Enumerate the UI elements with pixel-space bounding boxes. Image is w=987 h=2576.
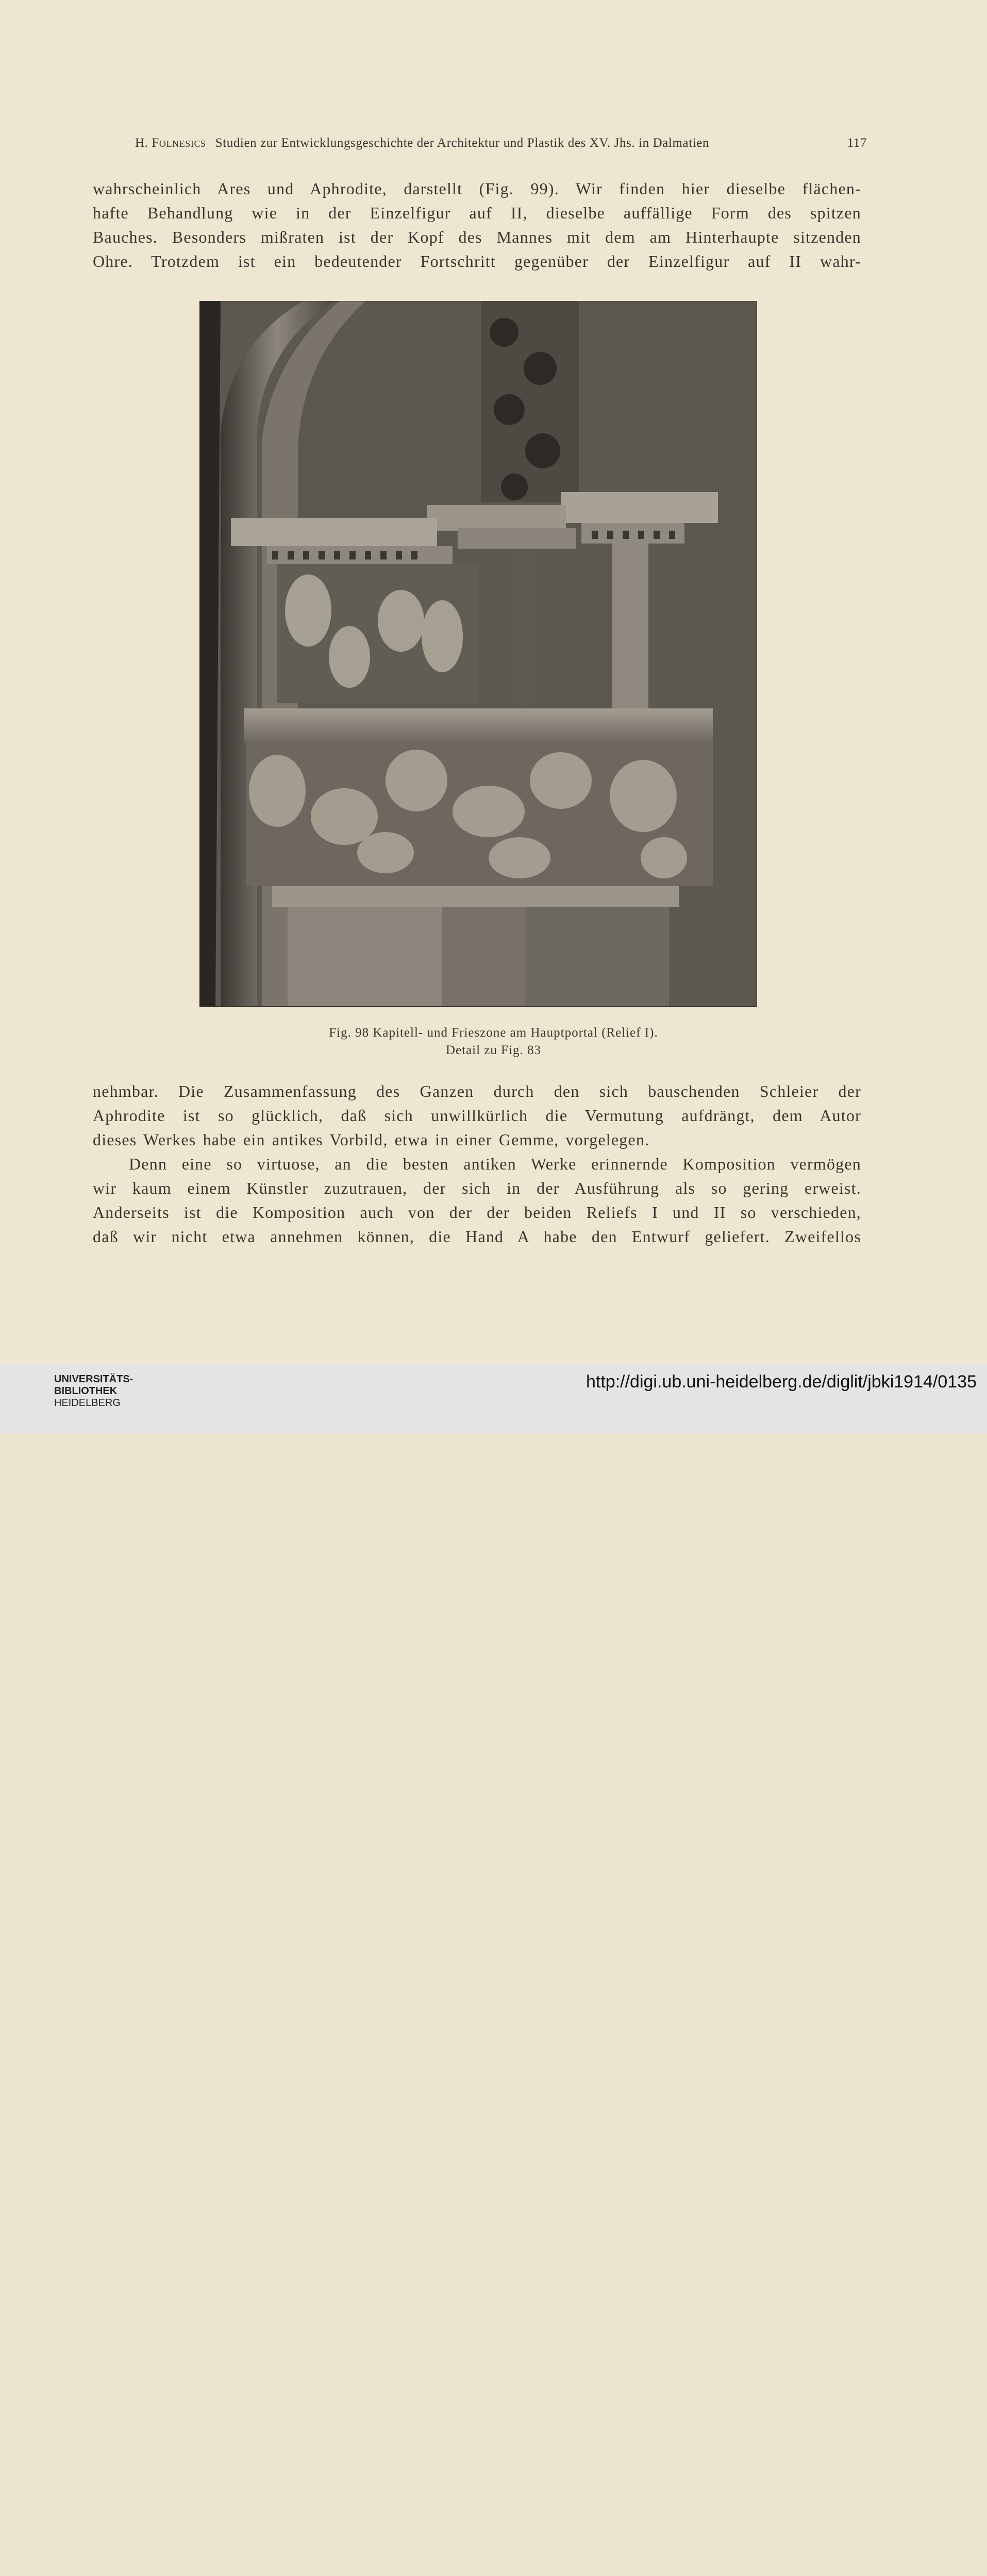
text-line: nehmbar. Die Zusammenfassung des Ganzen durch den sich bauschenden Schleier der bbox=[93, 1082, 861, 1100]
text-line: Bauches. Besonders mißraten ist der Kopf des Mannes mit dem am Hinterhaupte sitzenden bbox=[93, 228, 861, 246]
paragraph-top bbox=[93, 177, 861, 274]
text-line: Denn eine so virtuose, an die besten antiken Werke erinnernde Komposition vermögen bbox=[129, 1155, 861, 1173]
logo-line-2: BIBLIOTHEK bbox=[54, 1385, 118, 1397]
text-line: Anderseits ist die Komposition auch von der der beiden Reliefs I und II so verschieden, bbox=[93, 1203, 861, 1222]
running-head-author: H. Folnesics bbox=[135, 136, 206, 150]
text-line: Aphrodite ist so glücklich, daß sich unwillkürlich die Vermutung aufdrängt, dem Autor bbox=[93, 1106, 861, 1125]
capital-relief-photo bbox=[200, 301, 757, 1006]
permalink-url[interactable]: http://digi.ub.uni-heidelberg.de/diglit/jbki1914/0135 bbox=[586, 1372, 977, 1392]
running-head bbox=[135, 136, 867, 150]
text-line: hafte Behandlung wie in der Einzelfigur auf II, dieselbe auffällige Form des spitzen bbox=[93, 204, 861, 222]
figure-caption-detail: Detail zu Fig. 83 bbox=[445, 1043, 542, 1057]
text-line: wahrscheinlich Ares und Aphrodite, darstellt (Fig. 99). Wir finden hier dieselbe flächen- bbox=[93, 179, 861, 198]
library-logo-text bbox=[54, 1374, 133, 1409]
figure-photograph bbox=[199, 301, 757, 1007]
text-line: daß wir nicht etwa annehmen können, die Hand A habe den Entwurf geliefert. Zweifellos bbox=[93, 1227, 861, 1246]
text-line: Ohre. Trotzdem ist ein bedeutender Fortschritt gegenüber der Einzelfigur auf II wahr- bbox=[93, 252, 861, 270]
logo-line-3: HEIDELBERG bbox=[54, 1397, 121, 1409]
logo-line-1: UNIVERSITÄTS- bbox=[54, 1374, 133, 1385]
page-number: 117 bbox=[847, 136, 867, 150]
text-line: dieses Werkes habe ein antikes Vorbild, etwa in einer Gemme, vorgelegen. bbox=[93, 1130, 650, 1149]
text-line: wir kaum einem Künstler zuzutrauen, der sich in der Ausführung als so gering erweist. bbox=[93, 1179, 861, 1197]
paragraph-bottom-1 bbox=[93, 1079, 861, 1152]
figure-caption: Fig. 98 Kapitell- und Frieszone am Hauptportal (Relief I). bbox=[329, 1026, 658, 1040]
library-footer bbox=[0, 1364, 987, 1433]
paragraph-bottom-2 bbox=[93, 1152, 861, 1249]
running-head-title: Studien zur Entwicklungsgeschichte der Architektur und Plastik des XV. Jhs. in Dalmatien bbox=[215, 136, 710, 150]
